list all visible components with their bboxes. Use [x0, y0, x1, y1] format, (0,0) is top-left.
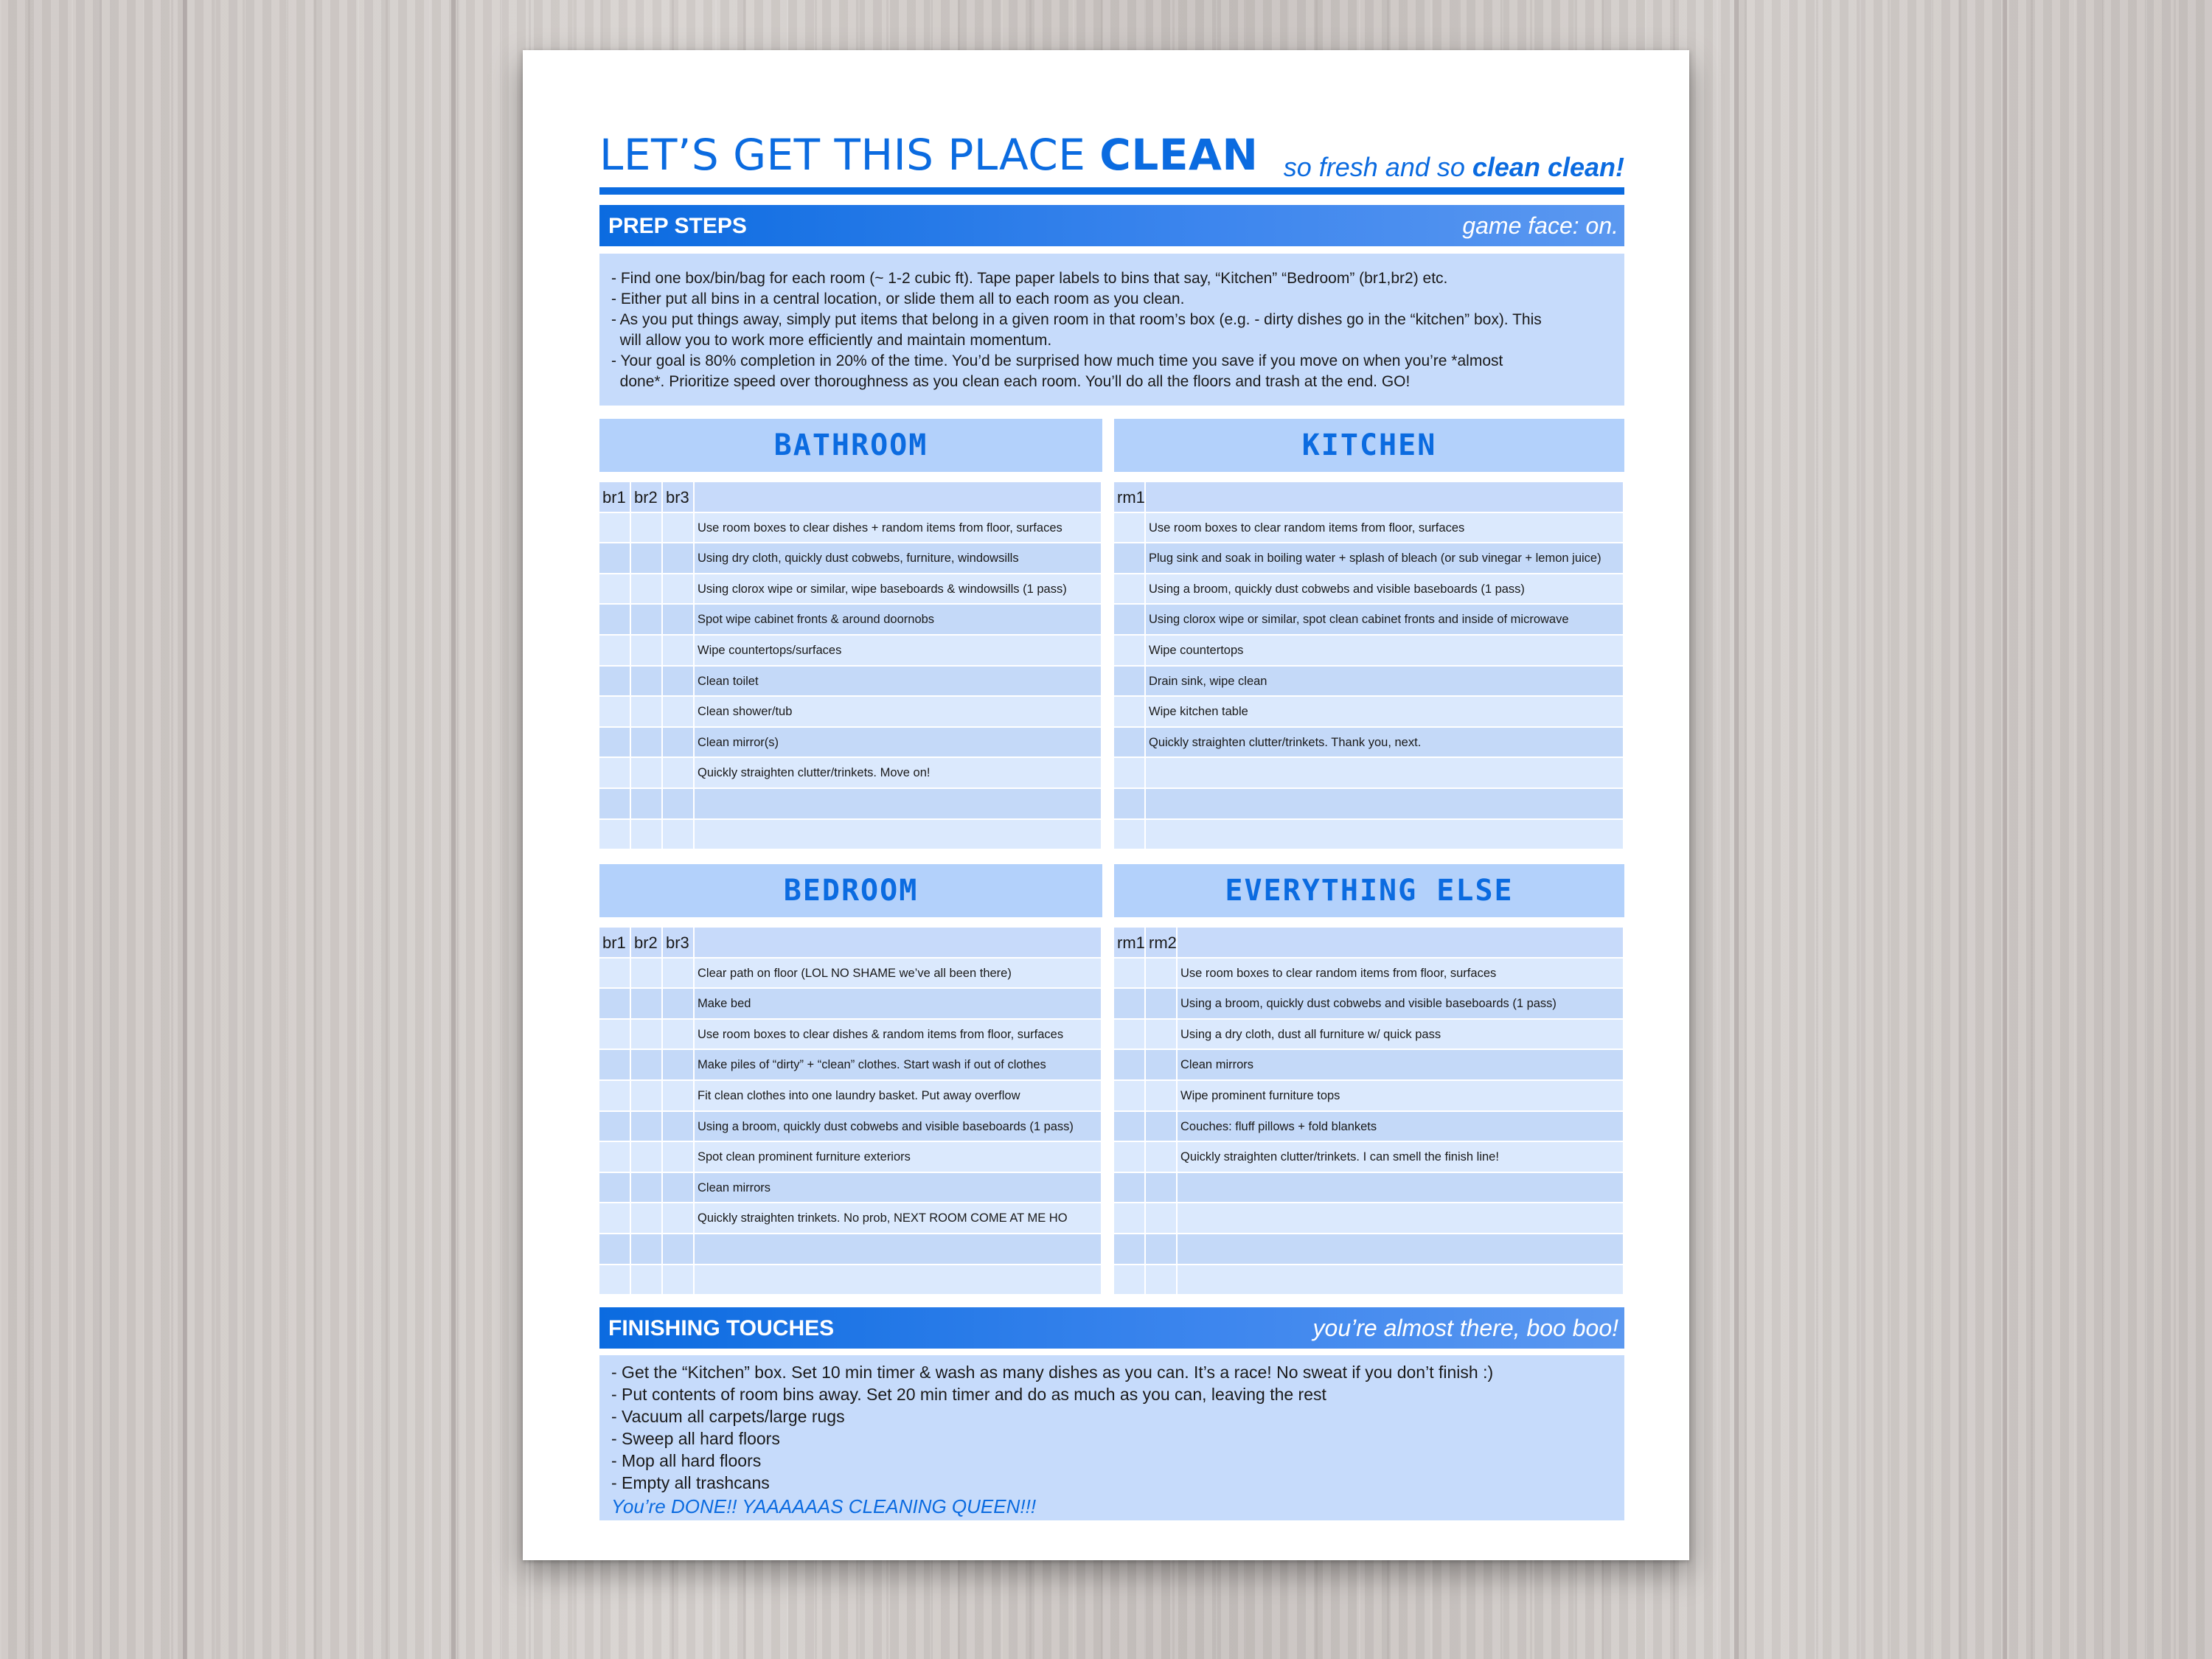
checklist-row [1114, 574, 1624, 605]
checkbox-cell-br1[interactable] [599, 697, 631, 728]
prep-steps-header [599, 205, 1624, 246]
everything-else-heading: EVERYTHING ELSE [1114, 864, 1624, 917]
checkbox-cell-br3[interactable] [663, 636, 695, 667]
checkbox-cell-rm2[interactable] [1146, 989, 1178, 1020]
finishing-touches-subtitle: you’re almost there, boo boo! [1312, 1315, 1618, 1341]
checklist-row [1114, 697, 1624, 728]
checklist-header-row [1114, 928, 1624, 959]
checklist-row [599, 1112, 1102, 1143]
checkbox-cell-br3[interactable] [663, 1142, 695, 1173]
checkbox-cell-br3[interactable] [663, 728, 695, 759]
prep-line: - Find one box/bin/bag for each room (~ 1-2 cubic ft). Tape paper labels to bins that say, “Kitchen” “Bedroom” (br1,br2) etc. [611, 270, 1448, 287]
checklist-row [599, 543, 1102, 574]
checklist-row [1114, 667, 1624, 698]
task-label: Clean mirror(s) [698, 735, 779, 749]
checklist-row [1114, 1020, 1624, 1051]
checkbox-cell-rm1[interactable] [1114, 1265, 1146, 1296]
checkbox-cell-br2[interactable] [631, 1050, 663, 1081]
checkbox-cell-br3[interactable] [663, 758, 695, 789]
task-label: Use room boxes to clear random items from floor, surfaces [1180, 966, 1497, 980]
checkbox-cell-br1[interactable] [599, 667, 631, 698]
finishing-touches-title: FINISHING TOUCHES [608, 1316, 835, 1340]
checklist-row [599, 758, 1102, 789]
column-header-br1 [599, 928, 631, 959]
task-cell [695, 697, 1102, 728]
task-label: Plug sink and soak in boiling water + splash of bleach (or sub vinegar + lemon juice) [1149, 552, 1601, 566]
checkbox-cell-br3[interactable] [663, 697, 695, 728]
column-label: rm2 [1149, 933, 1177, 952]
task-label: Using clorox wipe or similar, wipe baseboards & windowsills (1 pass) [698, 582, 1067, 596]
checklist-row [1114, 1142, 1624, 1173]
task-label: Clean mirrors [1180, 1058, 1254, 1072]
column-header-rm1 [1114, 928, 1146, 959]
checklist-row [1114, 758, 1624, 789]
checklist-row [1114, 1050, 1624, 1081]
title-underline [599, 187, 1624, 195]
finishing-touches-header [599, 1307, 1624, 1349]
checkbox-cell-br2[interactable] [631, 667, 663, 698]
checkbox-cell-br1[interactable] [599, 1234, 631, 1265]
checklist-row [599, 574, 1102, 605]
checkbox-cell-br3[interactable] [663, 543, 695, 574]
task-label: Couches: fluff pillows + fold blankets [1180, 1119, 1377, 1133]
checkbox-cell-rm1[interactable] [1114, 820, 1146, 851]
checkbox-cell-br1[interactable] [599, 513, 631, 544]
column-header-rm1 [1114, 482, 1146, 513]
checklist-row [599, 820, 1102, 851]
checkbox-cell-rm1[interactable] [1114, 513, 1146, 544]
checklist-row [599, 1142, 1102, 1173]
task-cell [1146, 605, 1624, 636]
bathroom-checklist [599, 482, 1102, 850]
checkbox-cell-br3[interactable] [663, 667, 695, 698]
task-column-header [1146, 482, 1624, 513]
checkbox-cell-br2[interactable] [631, 513, 663, 544]
checkbox-cell-br1[interactable] [599, 1081, 631, 1112]
task-cell [1178, 989, 1624, 1020]
checklist-row [599, 1234, 1102, 1265]
task-cell [695, 1265, 1102, 1296]
checkbox-cell-br3[interactable] [663, 959, 695, 990]
everything-else-checklist [1114, 928, 1624, 1295]
kitchen-heading: KITCHEN [1114, 419, 1624, 472]
task-label: Using clorox wipe or similar, spot clean cabinet fronts and inside of microwave [1149, 613, 1569, 627]
column-header-rm2 [1146, 928, 1178, 959]
checkbox-cell-rm2[interactable] [1146, 1173, 1178, 1204]
checklist-row [1114, 1173, 1624, 1204]
bathroom-section [599, 419, 1102, 851]
checkbox-cell-rm1[interactable] [1114, 543, 1146, 574]
done-message: You’re DONE!! YAAAAAAS CLEANING QUEEN!!! [611, 1495, 1037, 1517]
checkbox-cell-rm2[interactable] [1146, 1050, 1178, 1081]
task-cell [695, 667, 1102, 698]
task-cell [695, 989, 1102, 1020]
checklist-row [599, 636, 1102, 667]
checkbox-cell-br2[interactable] [631, 1265, 663, 1296]
task-label: Wipe countertops [1149, 643, 1244, 657]
checklist-row [1114, 820, 1624, 851]
task-cell [1146, 636, 1624, 667]
checkbox-cell-rm2[interactable] [1146, 1081, 1178, 1112]
checkbox-cell-rm1[interactable] [1114, 1081, 1146, 1112]
checklist-row [1114, 989, 1624, 1020]
task-label: Clean shower/tub [698, 705, 793, 719]
tagline: so fresh and so clean clean! [1283, 152, 1624, 182]
checkbox-cell-br2[interactable] [631, 820, 663, 851]
column-label: br2 [634, 488, 658, 507]
checklist-row [1114, 605, 1624, 636]
checklist-row [1114, 636, 1624, 667]
checklist-row [599, 789, 1102, 820]
checkbox-cell-rm1[interactable] [1114, 574, 1146, 605]
bedroom-section [599, 864, 1102, 1296]
column-label: rm1 [1117, 488, 1145, 507]
checkbox-cell-br3[interactable] [663, 789, 695, 820]
checkbox-cell-rm1[interactable] [1114, 789, 1146, 820]
finishing-line: - Put contents of room bins away. Set 20 min timer and do as much as you can, leaving the rest [611, 1385, 1326, 1404]
task-label: Quickly straighten clutter/trinkets. Thank you, next. [1149, 735, 1422, 749]
task-label: Make bed [698, 997, 751, 1011]
checkbox-cell-br1[interactable] [599, 820, 631, 851]
checkbox-cell-rm2[interactable] [1146, 1112, 1178, 1143]
checkbox-cell-rm1[interactable] [1114, 1050, 1146, 1081]
checkbox-cell-br2[interactable] [631, 605, 663, 636]
task-label: Quickly straighten trinkets. No prob, NEXT ROOM COME AT ME HO [698, 1211, 1068, 1225]
task-label: Clean toilet [698, 674, 759, 688]
checkbox-cell-br2[interactable] [631, 636, 663, 667]
task-cell [695, 1234, 1102, 1265]
prep-line: - As you put things away, simply put items that belong in a given room in that room’s box (e.g. - dirty dishes go in the “kitchen” box). This [611, 311, 1542, 328]
task-cell [1178, 1081, 1624, 1112]
column-header-br3 [663, 482, 695, 513]
task-cell [695, 820, 1102, 851]
checkbox-cell-rm2[interactable] [1146, 959, 1178, 990]
bathroom-heading: BATHROOM [599, 419, 1102, 472]
checkbox-cell-br1[interactable] [599, 1203, 631, 1234]
checklist-row [599, 1203, 1102, 1234]
checkbox-cell-br2[interactable] [631, 1203, 663, 1234]
checkbox-cell-br1[interactable] [599, 543, 631, 574]
task-column-header [695, 928, 1102, 959]
checkbox-cell-rm2[interactable] [1146, 1142, 1178, 1173]
task-cell [695, 1112, 1102, 1143]
task-cell [1178, 1142, 1624, 1173]
column-header-br2 [631, 928, 663, 959]
checkbox-cell-br3[interactable] [663, 1203, 695, 1234]
task-cell [695, 1050, 1102, 1081]
task-label: Using a dry cloth, dust all furniture w/ quick pass [1180, 1027, 1441, 1041]
checkbox-cell-br1[interactable] [599, 989, 631, 1020]
checklist-header-row [1114, 482, 1624, 513]
checklist-row [1114, 1265, 1624, 1296]
checkbox-cell-rm1[interactable] [1114, 1112, 1146, 1143]
checkbox-cell-br3[interactable] [663, 513, 695, 544]
task-label: Use room boxes to clear dishes + random items from floor, surfaces [698, 521, 1062, 535]
checklist-row [599, 1173, 1102, 1204]
task-cell [1178, 1173, 1624, 1204]
checklist-row [1114, 1203, 1624, 1234]
checkbox-cell-br3[interactable] [663, 1173, 695, 1204]
task-cell [695, 605, 1102, 636]
task-cell [1146, 543, 1624, 574]
checklist-sheet [523, 50, 1689, 1560]
checklist-row [599, 697, 1102, 728]
checkbox-cell-br2[interactable] [631, 1234, 663, 1265]
task-cell [695, 1081, 1102, 1112]
wood-seam [1734, 0, 1739, 1659]
task-label: Using a broom, quickly dust cobwebs and visible baseboards (1 pass) [1149, 582, 1525, 596]
checklist-row [599, 959, 1102, 990]
kitchen-checklist [1114, 482, 1624, 850]
task-cell [1146, 820, 1624, 851]
task-label: Wipe prominent furniture tops [1180, 1088, 1340, 1102]
task-label: Use room boxes to clear dishes & random items from floor, surfaces [698, 1027, 1064, 1041]
checkbox-cell-br1[interactable] [599, 959, 631, 990]
task-label: Using a broom, quickly dust cobwebs and visible baseboards (1 pass) [1180, 997, 1557, 1011]
checkbox-cell-rm1[interactable] [1114, 605, 1146, 636]
task-cell [1178, 1234, 1624, 1265]
checkbox-cell-br1[interactable] [599, 636, 631, 667]
checklist-row [1114, 513, 1624, 544]
task-cell [1178, 1203, 1624, 1234]
checkbox-cell-rm1[interactable] [1114, 1020, 1146, 1051]
checkbox-cell-br2[interactable] [631, 1142, 663, 1173]
task-label: Use room boxes to clear random items from floor, surfaces [1149, 521, 1465, 535]
task-cell [695, 1173, 1102, 1204]
column-label: br2 [634, 933, 658, 952]
column-label: br3 [666, 488, 689, 507]
kitchen-section [1114, 419, 1624, 851]
checkbox-cell-rm1[interactable] [1114, 636, 1146, 667]
task-cell [695, 758, 1102, 789]
checkbox-cell-rm2[interactable] [1146, 1020, 1178, 1051]
task-cell [1146, 789, 1624, 820]
task-label: Spot clean prominent furniture exteriors [698, 1150, 911, 1164]
checklist-row [1114, 1081, 1624, 1112]
checkbox-cell-br3[interactable] [663, 1081, 695, 1112]
finishing-line: - Sweep all hard floors [611, 1429, 780, 1448]
task-cell [695, 636, 1102, 667]
checkbox-cell-br2[interactable] [631, 1081, 663, 1112]
checkbox-cell-br2[interactable] [631, 1173, 663, 1204]
checkbox-cell-br3[interactable] [663, 1234, 695, 1265]
checklist-row [599, 605, 1102, 636]
checkbox-cell-rm1[interactable] [1114, 728, 1146, 759]
finishing-line: - Vacuum all carpets/large rugs [611, 1407, 845, 1426]
checkbox-cell-br1[interactable] [599, 728, 631, 759]
checkbox-cell-br1[interactable] [599, 605, 631, 636]
finishing-touches-body [599, 1355, 1624, 1520]
task-column-header [1178, 928, 1624, 959]
checkbox-cell-br2[interactable] [631, 728, 663, 759]
checkbox-cell-rm2[interactable] [1146, 1265, 1178, 1296]
checkbox-cell-rm1[interactable] [1114, 1203, 1146, 1234]
task-cell [1178, 1050, 1624, 1081]
column-label: br1 [602, 933, 626, 952]
checklist-header-row [599, 928, 1102, 959]
checkbox-cell-br2[interactable] [631, 758, 663, 789]
prep-steps-title: PREP STEPS [608, 214, 747, 238]
checkbox-cell-rm1[interactable] [1114, 1142, 1146, 1173]
task-label: Drain sink, wipe clean [1149, 674, 1267, 688]
checkbox-cell-br2[interactable] [631, 1020, 663, 1051]
bedroom-checklist [599, 928, 1102, 1295]
task-column-header [695, 482, 1102, 513]
finishing-line: - Empty all trashcans [611, 1473, 770, 1492]
checkbox-cell-br2[interactable] [631, 989, 663, 1020]
task-cell [695, 1142, 1102, 1173]
finishing-line: - Get the “Kitchen” box. Set 10 min timer & wash as many dishes as you can. It’s a race! No sweat if you don’t finish :) [611, 1363, 1494, 1382]
task-label: Make piles of “dirty” + “clean” clothes. Start wash if out of clothes [698, 1058, 1046, 1072]
checklist-row [599, 1020, 1102, 1051]
page-title: LET’S GET THIS PLACE CLEAN [599, 130, 1259, 180]
column-label: rm1 [1117, 933, 1145, 952]
checkbox-cell-br1[interactable] [599, 1050, 631, 1081]
everything-else-section [1114, 864, 1624, 1296]
checklist-row [1114, 789, 1624, 820]
prep-steps-subtitle: game face: on. [1462, 212, 1618, 239]
task-label: Spot wipe cabinet fronts & around doornobs [698, 613, 935, 627]
task-cell [695, 1020, 1102, 1051]
checklist-row [599, 728, 1102, 759]
prep-line: - Either put all bins in a central location, or slide them all to each room as you clean. [611, 291, 1185, 307]
task-label: Clean mirrors [698, 1180, 771, 1194]
task-cell [1146, 667, 1624, 698]
checkbox-cell-rm2[interactable] [1146, 1203, 1178, 1234]
task-cell [695, 789, 1102, 820]
column-label: br3 [666, 933, 689, 952]
checklist-row [599, 1050, 1102, 1081]
checkbox-cell-br1[interactable] [599, 1265, 631, 1296]
task-cell [1178, 1020, 1624, 1051]
bedroom-heading: BEDROOM [599, 864, 1102, 917]
wood-seam [183, 0, 187, 1659]
task-label: Fit clean clothes into one laundry basket. Put away overflow [698, 1088, 1020, 1102]
checkbox-cell-br3[interactable] [663, 820, 695, 851]
column-header-br1 [599, 482, 631, 513]
checklist-row [1114, 543, 1624, 574]
wood-seam [2003, 0, 2007, 1659]
checkbox-cell-br2[interactable] [631, 574, 663, 605]
finishing-line: - Mop all hard floors [611, 1451, 762, 1470]
checkbox-cell-br2[interactable] [631, 543, 663, 574]
task-cell [1178, 959, 1624, 990]
checkbox-cell-br1[interactable] [599, 1142, 631, 1173]
task-label: Using a broom, quickly dust cobwebs and visible baseboards (1 pass) [698, 1119, 1074, 1133]
checkbox-cell-br1[interactable] [599, 574, 631, 605]
checklist-row [599, 1081, 1102, 1112]
checkbox-cell-br2[interactable] [631, 697, 663, 728]
checkbox-cell-br1[interactable] [599, 1112, 631, 1143]
task-label: Quickly straighten clutter/trinkets. I can smell the finish line! [1180, 1150, 1499, 1164]
checkbox-cell-br2[interactable] [631, 959, 663, 990]
prep-steps-body [599, 254, 1624, 406]
checkbox-cell-rm1[interactable] [1114, 959, 1146, 990]
task-cell [695, 1203, 1102, 1234]
checklist-row [599, 667, 1102, 698]
checklist-row [1114, 959, 1624, 990]
checkbox-cell-rm1[interactable] [1114, 1173, 1146, 1204]
task-cell [1146, 574, 1624, 605]
checklist-row [1114, 728, 1624, 759]
checkbox-cell-rm1[interactable] [1114, 989, 1146, 1020]
checkbox-cell-br3[interactable] [663, 1112, 695, 1143]
task-cell [1178, 1112, 1624, 1143]
prep-line: done*. Prioritize speed over thoroughness as you clean each room. You’ll do all the floors and trash at the end. GO! [611, 373, 1411, 390]
checkbox-cell-rm2[interactable] [1146, 1234, 1178, 1265]
checklist-row [1114, 1234, 1624, 1265]
task-cell [1146, 728, 1624, 759]
checklist-row [1114, 1112, 1624, 1143]
task-label: Wipe countertops/surfaces [698, 643, 842, 657]
task-cell [695, 513, 1102, 544]
task-cell [695, 959, 1102, 990]
column-header-br3 [663, 928, 695, 959]
task-cell [695, 728, 1102, 759]
checkbox-cell-br3[interactable] [663, 989, 695, 1020]
column-label: br1 [602, 488, 626, 507]
checkbox-cell-br2[interactable] [631, 789, 663, 820]
checkbox-cell-br3[interactable] [663, 605, 695, 636]
checklist-row [599, 513, 1102, 544]
checkbox-cell-br3[interactable] [663, 1265, 695, 1296]
checkbox-cell-rm1[interactable] [1114, 1234, 1146, 1265]
checkbox-cell-br3[interactable] [663, 1050, 695, 1081]
prep-line: will allow you to work more efficiently and maintain momentum. [611, 332, 1052, 349]
task-cell [1178, 1265, 1624, 1296]
checkbox-cell-rm1[interactable] [1114, 667, 1146, 698]
task-cell [695, 574, 1102, 605]
checklist-row [599, 989, 1102, 1020]
checkbox-cell-br2[interactable] [631, 1112, 663, 1143]
checkbox-cell-br1[interactable] [599, 758, 631, 789]
task-cell [695, 543, 1102, 574]
prep-line: - Your goal is 80% completion in 20% of the time. You’d be surprised how much time you save if you move on when you’re *almost [611, 352, 1503, 369]
column-header-br2 [631, 482, 663, 513]
checkbox-cell-br1[interactable] [599, 1173, 631, 1204]
checkbox-cell-br3[interactable] [663, 574, 695, 605]
checklist-row [599, 1265, 1102, 1296]
checkbox-cell-br1[interactable] [599, 1020, 631, 1051]
checkbox-cell-br3[interactable] [663, 1020, 695, 1051]
task-label: Quickly straighten clutter/trinkets. Move on! [698, 766, 931, 780]
task-cell [1146, 758, 1624, 789]
task-label: Using dry cloth, quickly dust cobwebs, furniture, windowsills [698, 552, 1019, 566]
checkbox-cell-br1[interactable] [599, 789, 631, 820]
wood-seam [451, 0, 456, 1659]
task-label: Wipe kitchen table [1149, 705, 1248, 719]
checklist-header-row [599, 482, 1102, 513]
checkbox-cell-rm1[interactable] [1114, 697, 1146, 728]
task-cell [1146, 697, 1624, 728]
checkbox-cell-rm1[interactable] [1114, 758, 1146, 789]
task-cell [1146, 513, 1624, 544]
task-label: Clear path on floor (LOL NO SHAME we’ve all been there) [698, 966, 1012, 980]
